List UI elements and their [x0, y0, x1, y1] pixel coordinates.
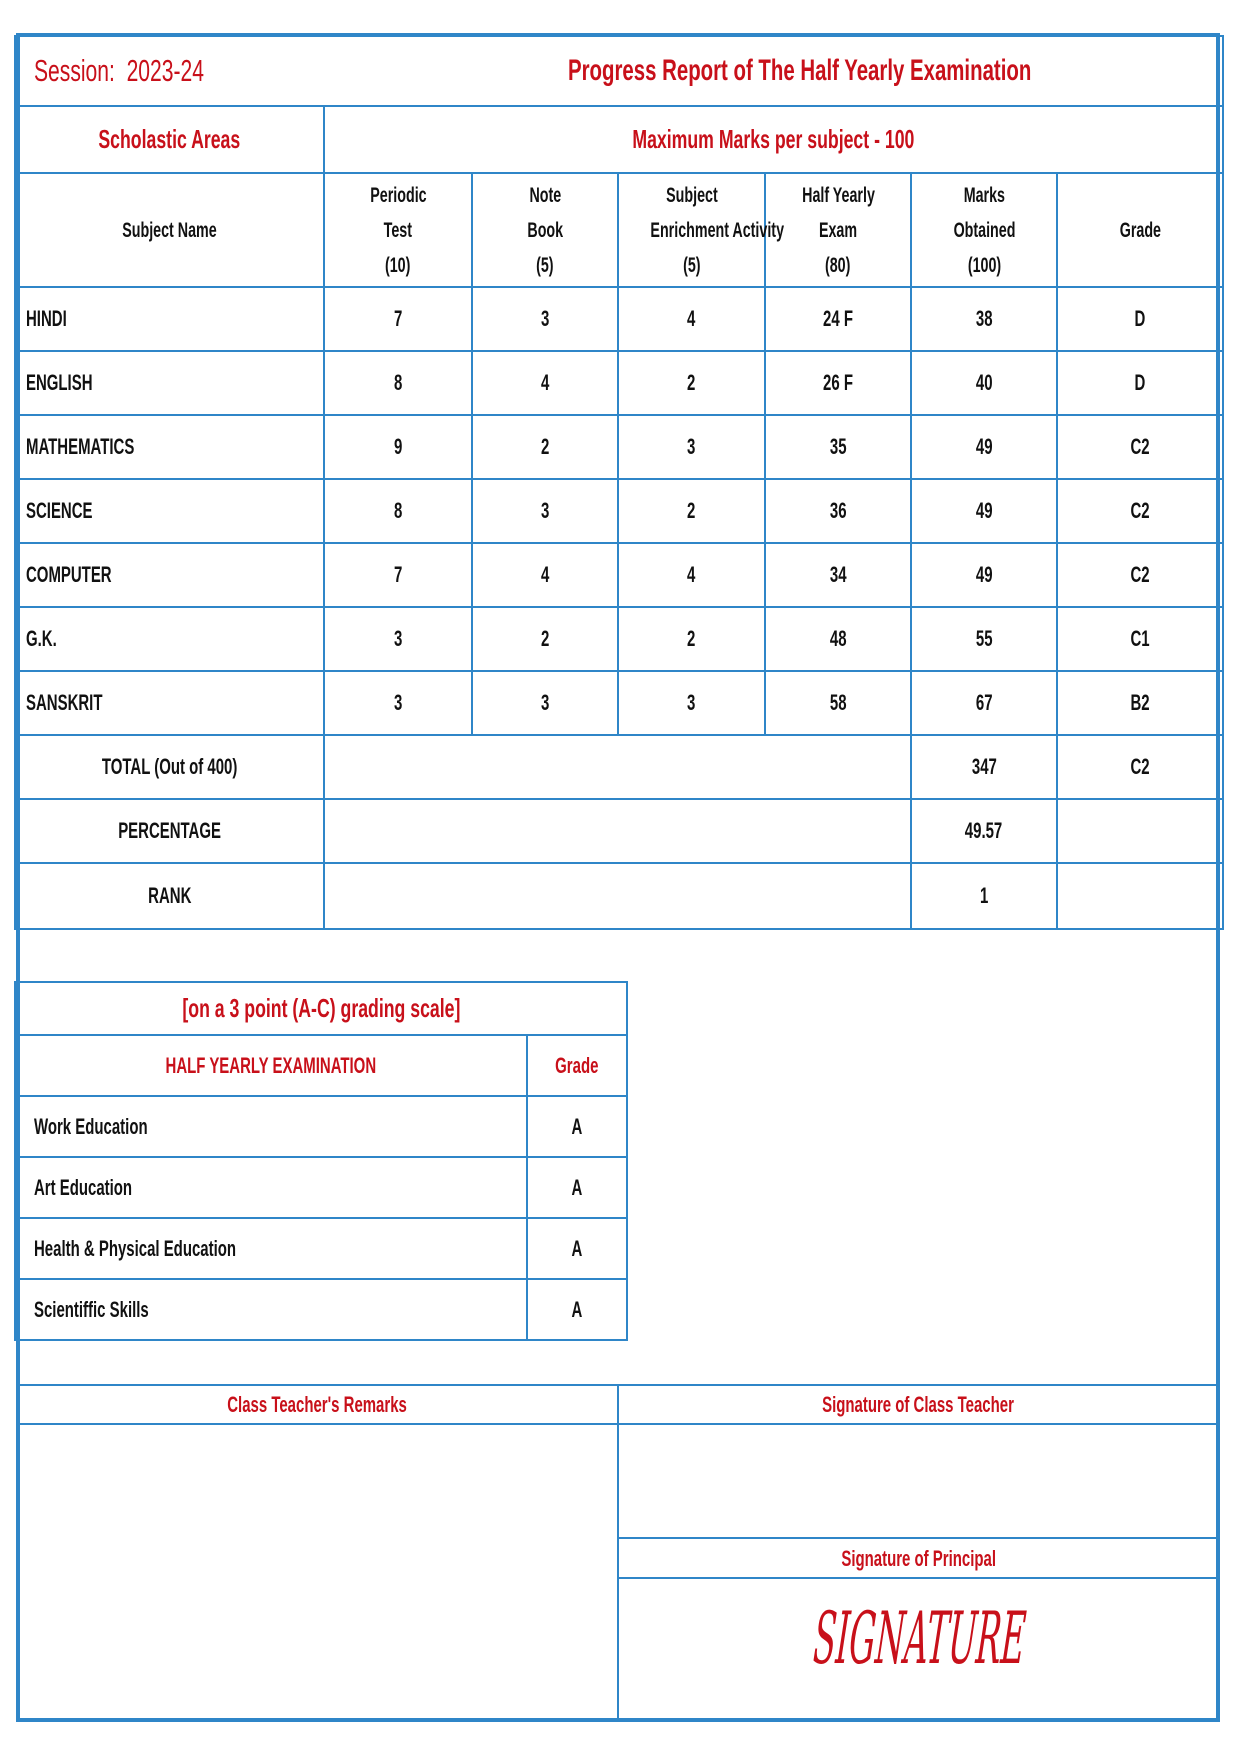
column-header-row — [15, 173, 1223, 287]
enrichment-value: 4 — [618, 287, 765, 351]
note-book-value: 3 — [472, 287, 618, 351]
grade-value: B2 — [1057, 671, 1223, 735]
subject-name: MATHEMATICS — [15, 415, 324, 479]
note-book-value: 3 — [472, 671, 618, 735]
list-item — [15, 1096, 627, 1157]
grade-value: C2 — [1057, 479, 1223, 543]
activity-grade: A — [527, 1096, 627, 1157]
marks-obtained-value: 49 — [911, 543, 1057, 607]
rank-label: RANK — [15, 863, 324, 929]
subject-name: HINDI — [15, 287, 324, 351]
grade-value: C2 — [1057, 415, 1223, 479]
subject-name: ENGLISH — [15, 351, 324, 415]
note-book-value: 4 — [472, 351, 618, 415]
enrichment-value: 4 — [618, 543, 765, 607]
periodic-test-value: 9 — [324, 415, 472, 479]
co-scholastic-table — [14, 981, 628, 1341]
periodic-test-value: 7 — [324, 543, 472, 607]
total-grade: C2 — [1057, 735, 1223, 799]
session-label: Session: — [34, 53, 115, 88]
percentage-grade-blank — [1057, 799, 1223, 863]
session-cell — [15, 36, 472, 106]
signature-text: SIGNATURE — [811, 1597, 1029, 1681]
class-teacher-signature-label: Signature of Class Teacher — [822, 1392, 1015, 1417]
grade-value: C1 — [1057, 607, 1223, 671]
half-yearly-value: 24 F — [765, 287, 911, 351]
rank-value: 1 — [911, 863, 1057, 929]
rank-blank — [324, 863, 911, 929]
subject-name: COMPUTER — [15, 543, 324, 607]
table-row — [15, 287, 1223, 351]
activity-name: Art Education — [15, 1157, 527, 1218]
total-row — [15, 735, 1223, 799]
rank-row — [15, 863, 1223, 929]
marks-obtained-value: 40 — [911, 351, 1057, 415]
title-cell — [472, 36, 1223, 106]
half-yearly-exam-heading: HALF YEARLY EXAMINATION — [15, 1035, 527, 1096]
subject-name: G.K. — [15, 607, 324, 671]
co-scholastic-header-row — [15, 1035, 627, 1096]
divider — [618, 1577, 1218, 1579]
table-row — [15, 351, 1223, 415]
subject-name: SCIENCE — [15, 479, 324, 543]
header-row — [15, 36, 1223, 106]
class-teacher-remarks-label: Class Teacher's Remarks — [227, 1392, 408, 1417]
grade-value: C2 — [1057, 543, 1223, 607]
half-yearly-value: 48 — [765, 607, 911, 671]
enrichment-value: 2 — [618, 607, 765, 671]
col-grade: Grade — [1057, 173, 1223, 287]
session-value: 2023-24 — [126, 53, 204, 88]
periodic-test-value: 8 — [324, 351, 472, 415]
table-row — [15, 479, 1223, 543]
list-item — [15, 1218, 627, 1279]
col-subject-name: Subject Name — [15, 173, 324, 287]
principal-signature-label: Signature of Principal — [841, 1546, 996, 1571]
grade-heading: Grade — [527, 1035, 627, 1096]
periodic-test-value: 8 — [324, 479, 472, 543]
marks-obtained-value: 67 — [911, 671, 1057, 735]
table-row — [15, 415, 1223, 479]
percentage-row — [15, 799, 1223, 863]
table-row — [15, 543, 1223, 607]
max-marks-heading: Maximum Marks per subject - 100 — [324, 106, 1223, 173]
enrichment-value: 2 — [618, 351, 765, 415]
activity-name: Health & Physical Education — [15, 1218, 527, 1279]
col-half-yearly-exam: Half Yearly Exam (80) — [765, 173, 911, 287]
activity-grade: A — [527, 1218, 627, 1279]
activity-name: Work Education — [15, 1096, 527, 1157]
half-yearly-value: 34 — [765, 543, 911, 607]
activity-name: Scientiffic Skills — [15, 1279, 527, 1340]
table-row — [15, 671, 1223, 735]
marks-obtained-value: 55 — [911, 607, 1057, 671]
col-note-book: Note Book (5) — [472, 173, 618, 287]
periodic-test-value: 3 — [324, 607, 472, 671]
table-row — [15, 607, 1223, 671]
grading-scale-heading: [on a 3 point (A-C) grading scale] — [15, 982, 627, 1035]
activity-grade: A — [527, 1157, 627, 1218]
note-book-value: 3 — [472, 479, 618, 543]
col-periodic-test: Periodic Test (10) — [324, 173, 472, 287]
subject-name: SANSKRIT — [15, 671, 324, 735]
grade-value: D — [1057, 351, 1223, 415]
col-marks-obtained: Marks Obtained (100) — [911, 173, 1057, 287]
enrichment-value: 3 — [618, 415, 765, 479]
percentage-label: PERCENTAGE — [15, 799, 324, 863]
percentage-blank — [324, 799, 911, 863]
grade-value: D — [1057, 287, 1223, 351]
activity-grade: A — [527, 1279, 627, 1340]
note-book-value: 2 — [472, 415, 618, 479]
enrichment-value: 2 — [618, 479, 765, 543]
half-yearly-value: 58 — [765, 671, 911, 735]
rank-grade-blank — [1057, 863, 1223, 929]
periodic-test-value: 7 — [324, 287, 472, 351]
principal-signature-image — [811, 1594, 1029, 1681]
col-subject-enrichment: Subject Enrichment Activity (5) — [618, 173, 765, 287]
total-label: TOTAL (Out of 400) — [15, 735, 324, 799]
half-yearly-value: 35 — [765, 415, 911, 479]
enrichment-value: 3 — [618, 671, 765, 735]
marks-obtained-value: 49 — [911, 415, 1057, 479]
total-blank — [324, 735, 911, 799]
scholastic-areas-heading: Scholastic Areas — [15, 106, 324, 173]
scholastic-table — [14, 35, 1224, 930]
marks-obtained-value: 38 — [911, 287, 1057, 351]
periodic-test-value: 3 — [324, 671, 472, 735]
half-yearly-value: 36 — [765, 479, 911, 543]
note-book-value: 2 — [472, 607, 618, 671]
half-yearly-value: 26 F — [765, 351, 911, 415]
list-item — [15, 1279, 627, 1340]
marks-obtained-value: 49 — [911, 479, 1057, 543]
percentage-value: 49.57 — [911, 799, 1057, 863]
divider — [618, 1537, 1218, 1539]
note-book-value: 4 — [472, 543, 618, 607]
report-title: Progress Report of The Half Yearly Examination — [568, 54, 1032, 87]
list-item — [15, 1157, 627, 1218]
total-value: 347 — [911, 735, 1057, 799]
